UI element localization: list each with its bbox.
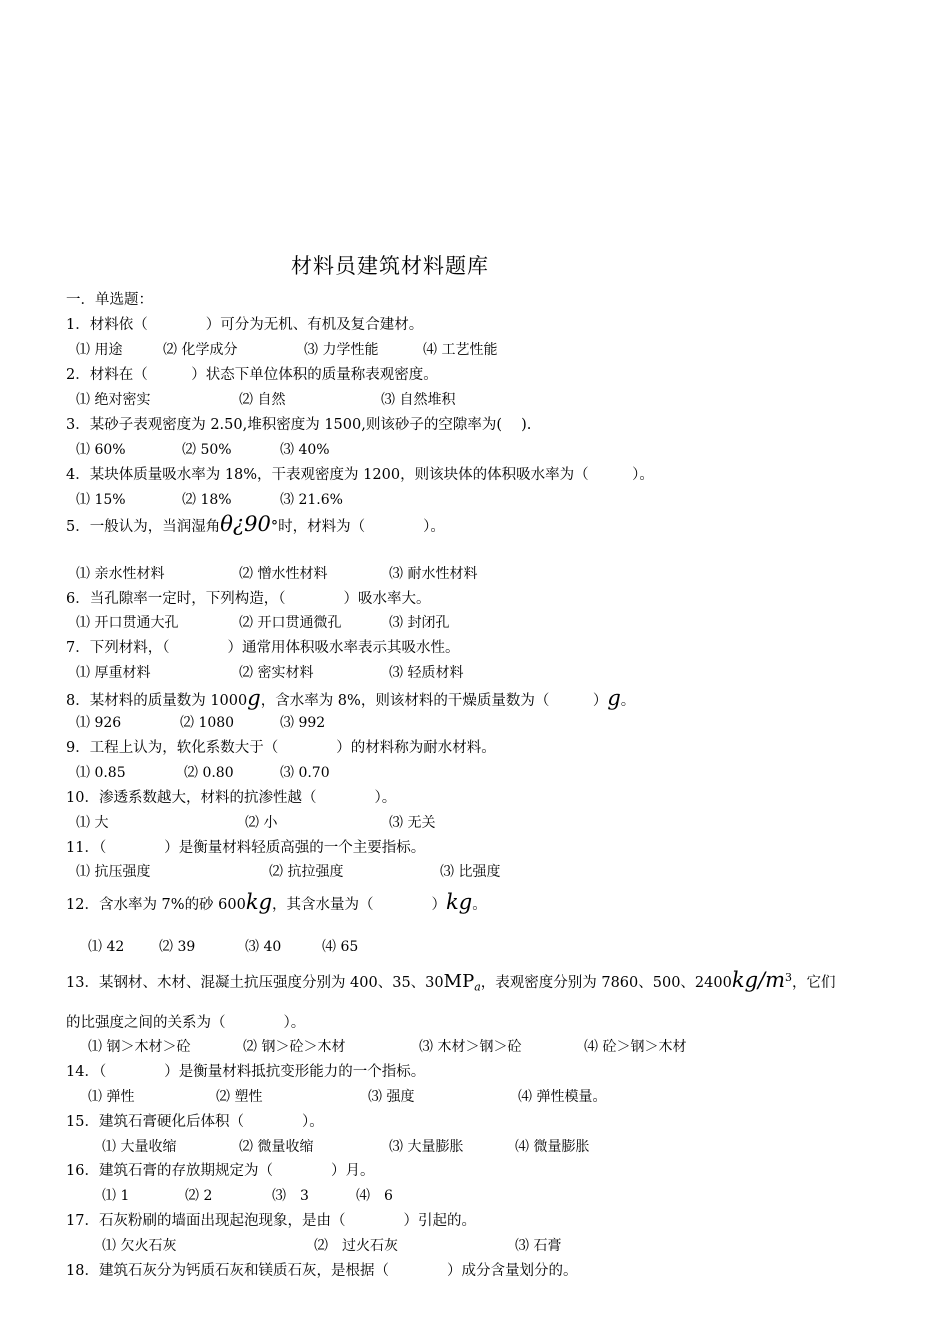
option: ⑵ 钢＞砼＞木材 xyxy=(243,1039,346,1055)
question-16: 16．建筑石膏的存放期规定为（ ）月。 xyxy=(66,1163,375,1179)
question-5-text-post: °时，材料为（ ）。 xyxy=(270,519,445,535)
question-8-text-post: 。 xyxy=(620,693,636,709)
question-3: 3．某砂子表观密度为 2.50,堆积密度为 1500,则该砂子的空隙率为( ). xyxy=(66,417,532,433)
section-heading: 一．单选题： xyxy=(66,292,153,308)
question-6: 6．当孔隙率一定时，下列构造，（ ）吸水率大。 xyxy=(66,591,431,607)
question-18: 18．建筑石灰分为钙质石灰和镁质石灰，是根据（ ）成分含量划分的。 xyxy=(66,1263,578,1279)
option: ⑵ 化学成分 xyxy=(163,342,238,358)
unit-g: g xyxy=(607,686,621,710)
question-9: 9．工程上认为，软化系数大于（ ）的材料称为耐水材料。 xyxy=(66,740,496,756)
option: ⑶ 力学性能 xyxy=(304,342,379,358)
document-title: 材料员建筑材料题库 xyxy=(291,254,489,278)
option: ⑴ 15% xyxy=(76,492,126,508)
option: ⑴ 欠火石灰 xyxy=(102,1238,177,1254)
question-15: 15．建筑石膏硬化后体积（ ）。 xyxy=(66,1114,324,1130)
option: ⑶ 轻质材料 xyxy=(389,665,464,681)
option: ⑶ 无关 xyxy=(389,815,436,831)
option: ⑵ 39 xyxy=(159,939,196,955)
unit-mpa: MP xyxy=(443,970,475,992)
option: ⑵ 0.80 xyxy=(184,765,234,781)
option: ⑴ 弹性 xyxy=(88,1089,135,1105)
option: ⑴ 0.85 xyxy=(76,765,126,781)
option: ⑴ 开口贯通大孔 xyxy=(76,615,179,631)
question-1: 1．材料依（ ）可分为无机、有机及复合建材。 xyxy=(66,317,424,333)
option: ⑴ 钢＞木材＞砼 xyxy=(88,1039,191,1055)
question-17: 17．石灰粉刷的墙面出现起泡现象，是由（ ）引起的。 xyxy=(66,1213,476,1229)
unit-g: g xyxy=(247,686,261,710)
unit-density: kg/m xyxy=(731,967,785,992)
unit-mpa-sub: a xyxy=(474,980,481,994)
option: ⑶ 耐水性材料 xyxy=(389,566,478,582)
question-13 xyxy=(66,968,836,998)
option: ⑶ 40% xyxy=(280,442,330,458)
option: ⑴ 亲水性材料 xyxy=(76,566,165,582)
option: ⑵ 过火石灰 xyxy=(314,1238,398,1254)
option: ⑶ 40 xyxy=(245,939,282,955)
option: ⑴ 抗压强度 xyxy=(76,864,151,880)
option: ⑴ 厚重材料 xyxy=(76,665,151,681)
question-5 xyxy=(66,514,445,537)
question-8-text-mid: ，含水率为 8%，则该材料的干燥质量数为（ ） xyxy=(260,693,608,709)
question-8-text-pre: 8．某材料的质量数为 1000 xyxy=(66,693,248,709)
option: ⑵ 1080 xyxy=(180,715,235,731)
option: ⑴ 绝对密实 xyxy=(76,392,151,408)
option: ⑷ 微量膨胀 xyxy=(515,1139,590,1155)
unit-kg: kg xyxy=(245,890,273,914)
option: ⑶ 大量膨胀 xyxy=(389,1139,464,1155)
question-8 xyxy=(66,688,635,711)
option: ⑴ 用途 xyxy=(76,342,123,358)
option: ⑴ 大 xyxy=(76,815,109,831)
question-13-text-pre: 13．某钢材、木材、混凝土抗压强度分别为 400、35、30 xyxy=(66,974,444,991)
option: ⑶ 比强度 xyxy=(440,864,501,880)
option: ⑷ 弹性模量。 xyxy=(518,1089,607,1105)
option: ⑵ 50% xyxy=(182,442,232,458)
option: ⑵ 微量收缩 xyxy=(239,1139,314,1155)
question-13-text-mid: ，表观密度分别为 7860、500、2400 xyxy=(480,974,732,991)
question-12-text-post: 。 xyxy=(472,897,487,913)
question-11: 11．（ ）是衡量材料轻质高强的一个主要指标。 xyxy=(66,840,426,856)
option: ⑷ 6 xyxy=(356,1188,393,1204)
option: ⑶ 木材＞钢＞砼 xyxy=(419,1039,522,1055)
option: ⑶ 0.70 xyxy=(280,765,330,781)
option: ⑵ 憎水性材料 xyxy=(239,566,328,582)
option: ⑵ 18% xyxy=(182,492,232,508)
option: ⑶ 石膏 xyxy=(515,1238,562,1254)
question-2: 2．材料在（ ）状态下单位体积的质量称表观密度。 xyxy=(66,367,438,383)
option: ⑶ 3 xyxy=(272,1188,309,1204)
question-14: 14．（ ）是衡量材料抵抗变形能力的一个指标。 xyxy=(66,1064,426,1080)
option: ⑵ 塑性 xyxy=(216,1089,263,1105)
option: ⑵ 密实材料 xyxy=(239,665,314,681)
option: ⑶ 自然堆积 xyxy=(381,392,456,408)
question-10: 10．渗透系数越大，材料的抗渗性越（ ）。 xyxy=(66,790,397,806)
question-13-text-post: ，它们 xyxy=(792,974,836,991)
option: ⑵ 抗拉强度 xyxy=(269,864,344,880)
option: ⑵ 自然 xyxy=(239,392,286,408)
question-5-math: θ¿90 xyxy=(220,512,271,536)
question-4: 4．某块体质量吸水率为 18%，干表观密度为 1200，则该块体的体积吸水率为（ ）。 xyxy=(66,467,654,483)
option: ⑴ 42 xyxy=(88,939,125,955)
option: ⑷ 65 xyxy=(322,939,359,955)
unit-density-sup: 3 xyxy=(785,971,792,984)
option: ⑶ 封闭孔 xyxy=(389,615,450,631)
option: ⑵ 2 xyxy=(185,1188,213,1204)
option: ⑵ 开口贯通微孔 xyxy=(239,615,342,631)
option: ⑴ 926 xyxy=(76,715,122,731)
option: ⑶ 强度 xyxy=(368,1089,415,1105)
question-12-text-pre: 12．含水率为 7%的砂 600 xyxy=(66,897,246,913)
option: ⑴ 60% xyxy=(76,442,126,458)
option: ⑴ 1 xyxy=(102,1188,130,1204)
option: ⑷ 工艺性能 xyxy=(423,342,498,358)
option: ⑶ 21.6% xyxy=(280,492,343,508)
question-12 xyxy=(66,892,487,915)
option: ⑶ 992 xyxy=(280,715,326,731)
option: ⑵ 小 xyxy=(245,815,278,831)
question-7: 7．下列材料，（ ）通常用体积吸水率表示其吸水性。 xyxy=(66,640,460,656)
option: ⑷ 砼＞钢＞木材 xyxy=(584,1039,687,1055)
option: ⑴ 大量收缩 xyxy=(102,1139,177,1155)
question-13-continued: 的比强度之间的关系为（ ）。 xyxy=(66,1015,306,1031)
question-5-text-pre: 5．一般认为，当润湿角 xyxy=(66,519,221,535)
unit-kg: kg xyxy=(446,890,473,914)
question-12-text-mid: ，其含水量为（ ） xyxy=(272,897,447,913)
